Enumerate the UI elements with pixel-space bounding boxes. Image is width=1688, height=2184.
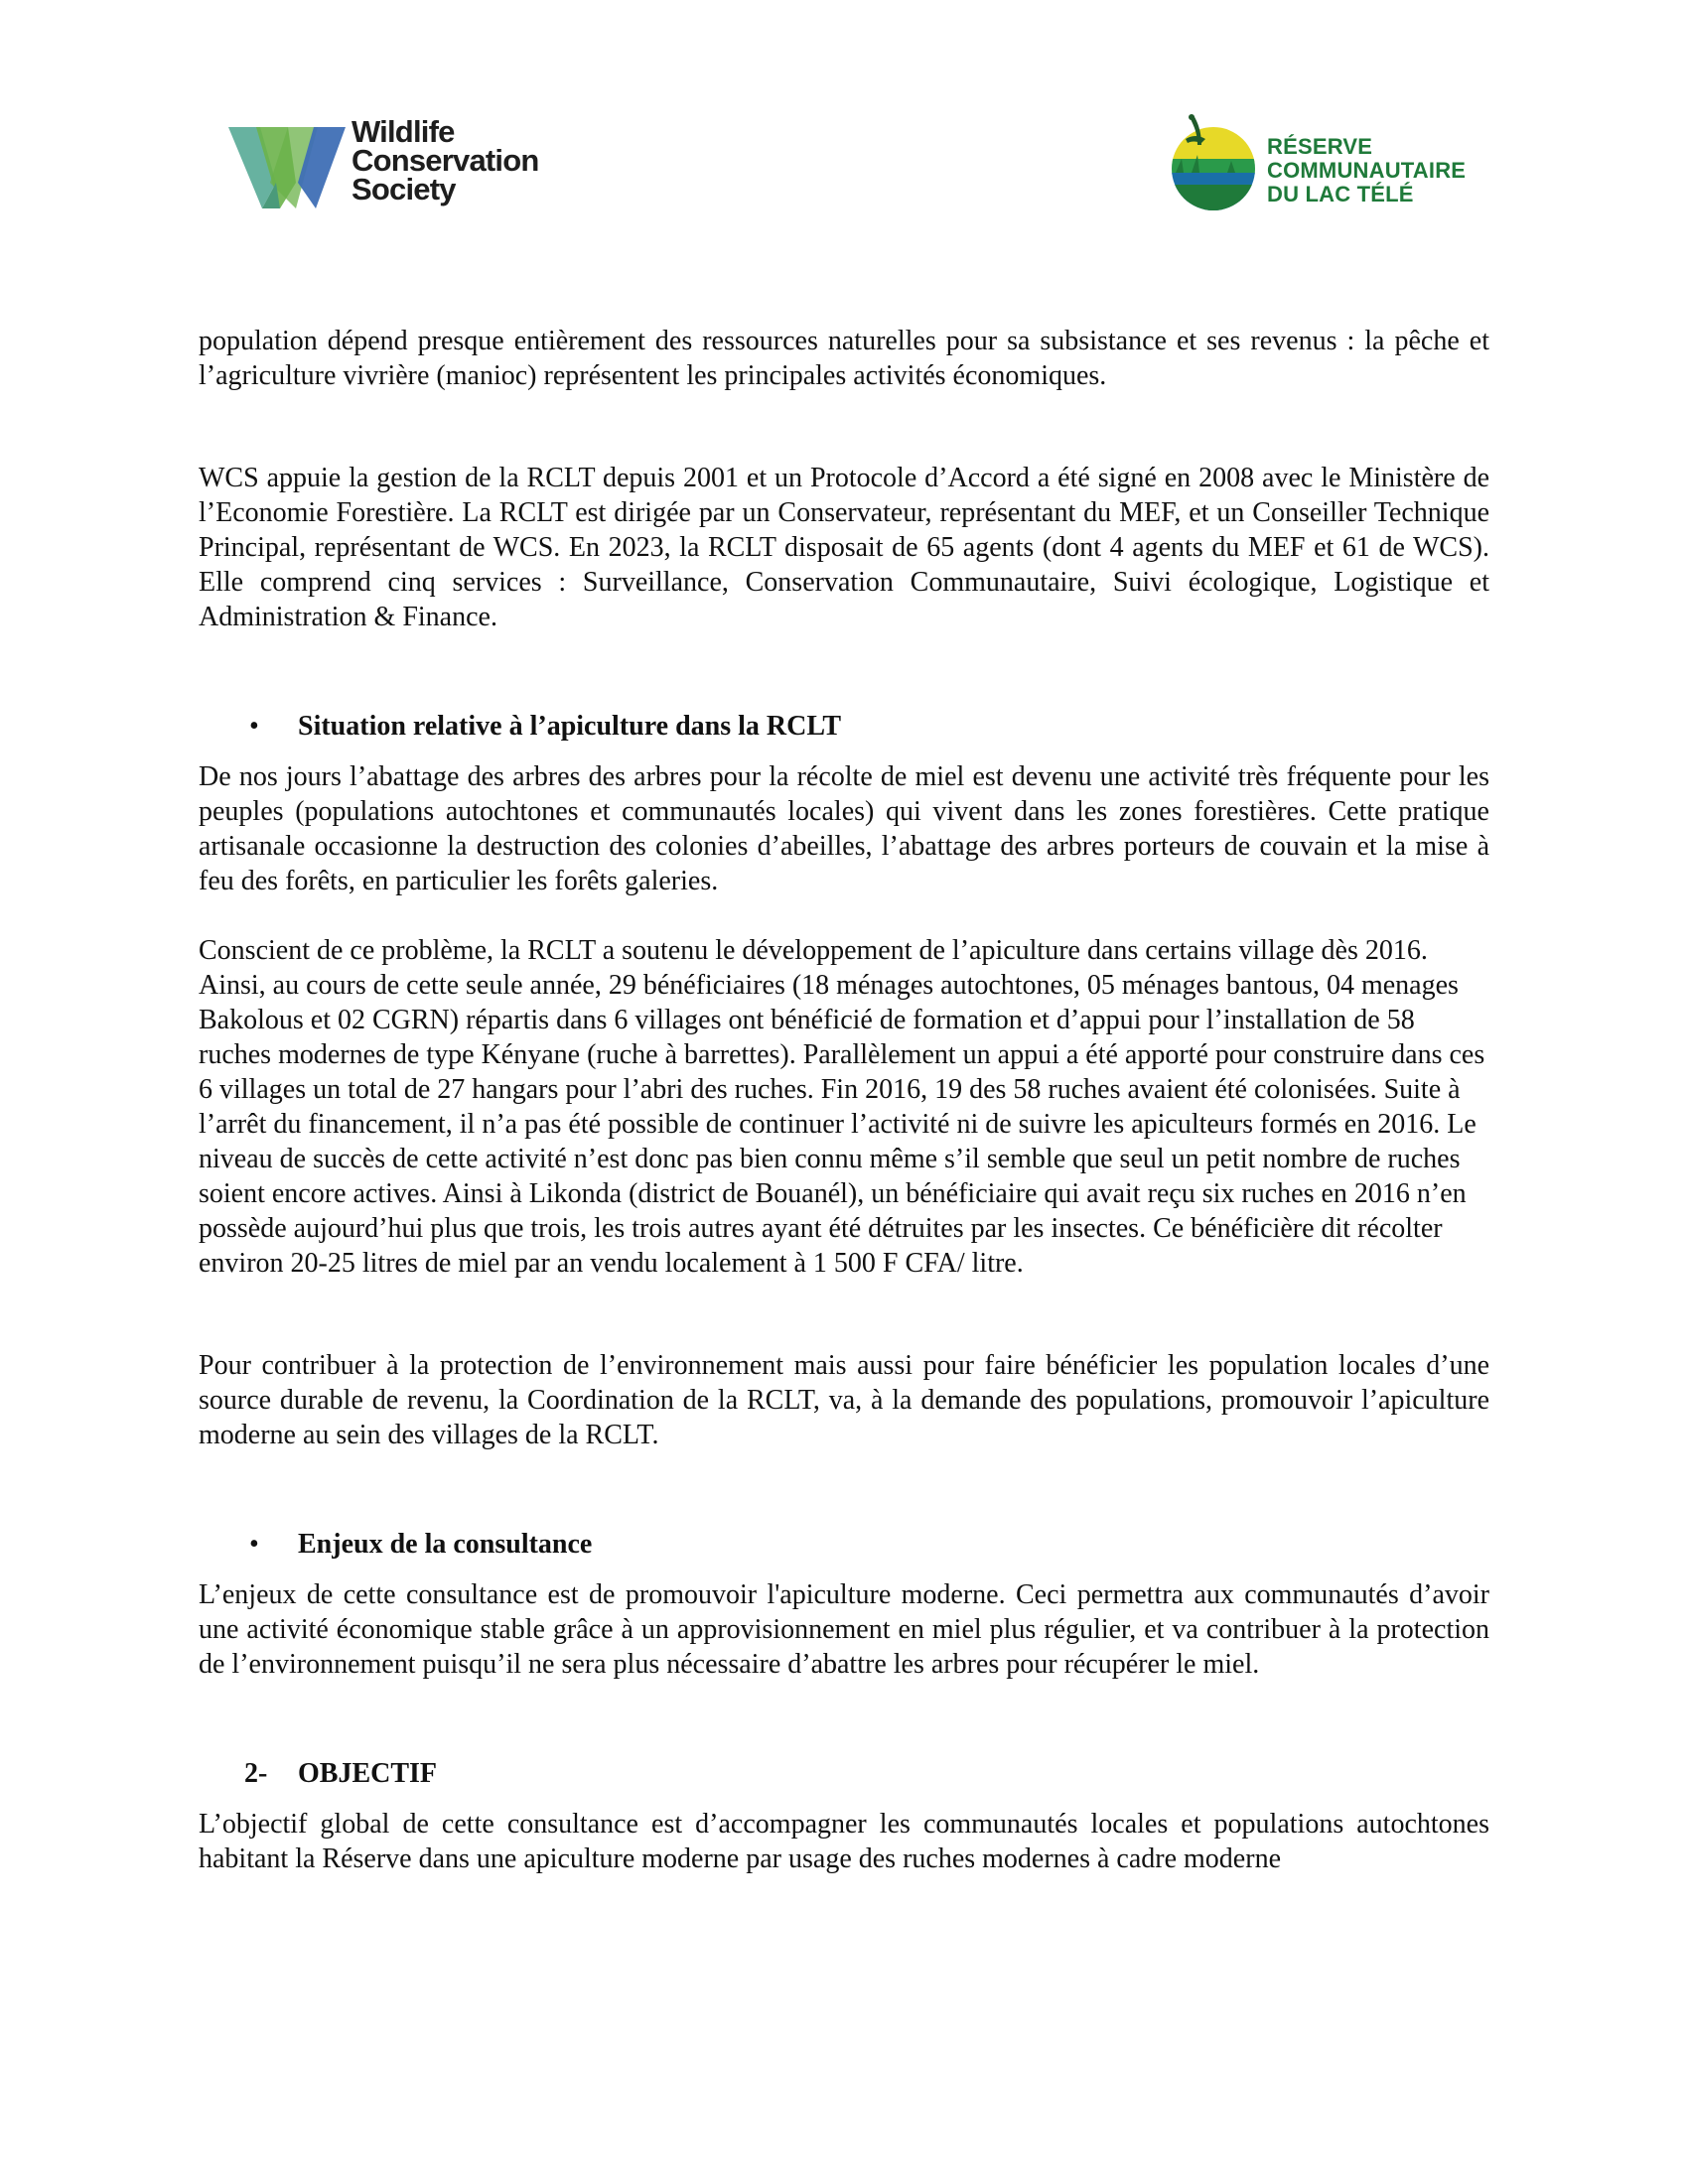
wcs-logo-wordmark <box>352 114 539 206</box>
bullet-icon: • <box>249 711 259 742</box>
wcs-logo-line-1: Wildlife <box>352 114 455 149</box>
wcs-logo-line-2: Conservation <box>352 143 539 178</box>
section-heading-situation-text: Situation relative à l’apiculture dans la RCLT <box>298 711 842 742</box>
section-heading-objectif <box>199 1756 1489 1791</box>
section-heading-objectif-text: OBJECTIF <box>298 1758 438 1789</box>
section-heading-enjeux-text: Enjeux de la consultance <box>298 1529 593 1560</box>
paragraph-situation: De nos jours l’abattage des arbres des arbres pour la récolte de miel est devenu une activité très fréquente pour les peuples (populations autochtones et communautés locales) qui vivent dans les zones forestières. Cette pratique artisanale occasionne la destruction des colonies d’abeilles, l’abattage des arbres porteurs de couvain et la mise à feu des forêts, en particulier les forêts galeries. <box>199 761 1489 896</box>
rclt-logo-line-3: DU LAC TÉLÉ <box>1267 182 1414 206</box>
wcs-logo-mark-icon <box>226 123 348 210</box>
section-heading-enjeux <box>199 1527 1489 1562</box>
paragraph-intro: population dépend presque entièrement des ressources naturelles pour sa subsistance et ses revenus : la pêche et l’agriculture vivrière (manioc) représentent les principales activités économiques. <box>199 326 1489 391</box>
rclt-logo-wordmark <box>1267 135 1466 206</box>
wcs-logo-line-3: Society <box>352 172 456 206</box>
document-body <box>199 324 1489 1876</box>
paragraph-wcs-support: WCS appuie la gestion de la RCLT depuis 2001 et un Protocole d’Accord a été signé en 2008 avec le Ministère de l’Economie Forestière. La RCLT est dirigée par un Conservateur, représentant du MEF, et un Conseiller Technique Principal, représentant de WCS. En 2023, la RCLT disposait de 65 agents (dont 4 agents du MEF et 61 de WCS). Elle comprend cinq services : Surveillance, Conservation Communautaire, Suivi écologique, Logistique et Administration & Finance. <box>199 463 1489 632</box>
paragraph-conscient: Conscient de ce problème, la RCLT a soutenu le développement de l’apiculture dans certains village dès 2016. Ainsi, au cours de cette seule année, 29 bénéficiaires (18 ménages autochtones, 05 ménages bantous, 04 menages Bakolous et 02 CGRN) répartis dans 6 villages ont bénéficié de formation et d’appui pour l’installation de 58 ruches modernes de type Kényane (ruche à barrettes). Parallèlement un appui a été apporté pour construire dans ces 6 villages un total de 27 hangars pour l’abri des ruches. Fin 2016, 19 des 58 ruches avaient été colonisées. Suite à l’arrêt du financement, il n’a pas été possible de continuer l’activité ni de suivre les apiculteurs formés en 2016. Le niveau de succès de cette activité n’est donc pas bien connu même s’il semble que seul un petit nombre de ruches soient encore actives. Ainsi à Likonda (district de Bouanél), un bénéficiaire qui avait reçu six ruches en 2016 n’en possède aujourd’hui plus que trois, les trois autres ayant été détruites par les insectes. Ce bénéficière dit récolter environ 20-25 litres de miel par an vendu localement à 1 500 F CFA/ litre. <box>199 935 1485 1279</box>
bullet-icon: • <box>249 1529 259 1560</box>
paragraph-enjeux: L’enjeux de cette consultance est de promouvoir l'apiculture moderne. Ceci permettra aux communautés d’avoir une activité économique stable grâce à un approvisionnement en miel plus régulier, et va contribuer à la protection de l’environnement puisqu’il ne sera plus nécessaire d’abattre les arbres pour récupérer le miel. <box>199 1579 1489 1680</box>
rclt-logo-emblem-icon <box>1168 111 1263 214</box>
section-number: 2- <box>244 1758 268 1789</box>
paragraph-contribuer: Pour contribuer à la protection de l’environnement mais aussi pour faire bénéficier les population locales d’une source durable de revenu, la Coordination de la RCLT, va, à la demande des populations, promouvoir l’apiculture moderne au sein des villages de la RCLT. <box>199 1350 1489 1450</box>
wcs-logo <box>226 114 564 216</box>
rclt-logo-line-2: COMMUNAUTAIRE <box>1267 158 1467 183</box>
rclt-logo-line-1: RÉSERVE <box>1267 134 1373 159</box>
section-heading-situation <box>199 709 1489 744</box>
paragraph-objectif: L’objectif global de cette consultance est d’accompagner les communautés locales et populations autochtones habitant la Réserve dans une apiculture moderne par usage des ruches modernes à cadre moderne <box>199 1809 1489 1874</box>
rclt-logo <box>1168 111 1485 220</box>
